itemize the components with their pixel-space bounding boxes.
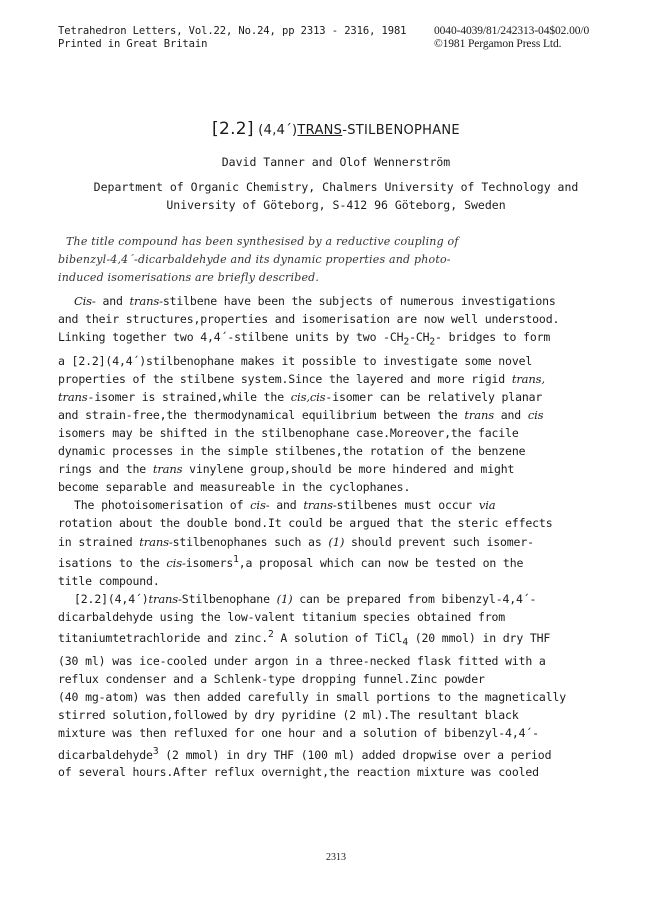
journal-citation-header — [58, 25, 406, 51]
text-line: stirred solution,followed by dry pyridine (2 ml).The resultant black — [58, 708, 519, 723]
text-line: [2.2](4,4´)trans-Stilbenophane (1) can be prepared from bibenzyl-4,4´- — [74, 591, 537, 606]
affiliation-line-2: University of Göteborg, S-412 96 Göteborg, Sweden — [166, 198, 506, 212]
text-line: dynamic processes in the simple stilbenes,the rotation of the benzene — [58, 444, 526, 459]
text-line: (40 mg-atom) was then added carefully in small portions to the magnetically — [58, 690, 567, 705]
text-line: The photoisomerisation of cis- and trans-stilbenes must occur via — [74, 498, 496, 513]
text-line: become separable and measureable in the cyclophanes. — [58, 480, 411, 495]
abstract-line: induced isomerisations are briefly described. — [58, 271, 320, 284]
text-line: and strain-free,the thermodynamical equilibrium between the trans and cis — [58, 407, 544, 422]
text-line: reflux condenser and a Schlenk-type dropping funnel.Zinc powder — [58, 672, 485, 687]
text-line: rings and the trans vinylene group,should be more hindered and might — [58, 462, 515, 477]
text-line: mixture was then refluxed for one hour and a solution of bibenzyl-4,4´- — [58, 726, 539, 741]
copyright-header — [434, 25, 589, 51]
text-line: of several hours.After reflux overnight,the reaction mixture was cooled — [58, 765, 539, 780]
text-line: a [2.2](4,4´)stilbenophane makes it possible to investigate some novel — [58, 353, 533, 368]
text-line: trans-isomer is strained,while the cis,cis-isomer can be relatively planar — [58, 389, 543, 404]
abstract-line: The title compound has been synthesised by a reductive coupling of — [66, 235, 459, 248]
text-line: Linking together two 4,4´-stilbene units by two $-CH_2-CH_2-$ bridges to form — [58, 330, 551, 348]
text-line: Cis- and trans-stilbene have been the subjects of numerous investigations — [74, 294, 556, 308]
text-line: in strained trans-stilbenophanes such as (1) should prevent such isomer- — [58, 534, 534, 549]
issn-line: 0040-4039/81/242313-04$02.00/0 — [434, 25, 590, 37]
text-line: dicarbaldehyde using the low-valent titanium species obtained from — [58, 609, 506, 624]
page-number: 2313 — [326, 852, 346, 863]
text-line: (30 ml) was ice-cooled under argon in a three-necked flask fitted with a — [58, 654, 546, 669]
text-line: rotation about the double bond.It could be argued that the steric effects — [58, 516, 553, 531]
title-trans: TRANS — [297, 123, 343, 138]
text-line: and their structures,properties and isomerisation are now well understood. — [58, 312, 560, 327]
copyright-line: ©1981 Pergamon Press Ltd. — [434, 38, 562, 50]
title-bracket: [2.2] — [212, 119, 254, 139]
text-line: dicarbaldehyde$^3$ (2 mmol) in dry THF (100 ml) added dropwise over a period — [58, 745, 552, 762]
text-line: titaniumtetrachloride and zinc.$^2$ A solution of TiCl$_4$ (20 mmol) in dry THF — [58, 628, 551, 648]
citation-line: Tetrahedron Letters, Vol.22, No.24, pp 2313 - 2316, 1981 — [58, 25, 407, 37]
title-rest: -STILBENOPHANE — [342, 123, 460, 138]
abstract-line: bibenzyl-4,4´-dicarbaldehyde and its dynamic properties and photo- — [58, 253, 451, 266]
text-line: title compound. — [58, 573, 160, 588]
printed-in-line: Printed in Great Britain — [58, 38, 208, 50]
text-line: isations to the cis-isomers$^1$,a proposal which can now be tested on the — [58, 553, 524, 570]
paper-title — [0, 119, 672, 139]
abstract — [58, 233, 618, 287]
authors: David Tanner and Olof Wennerström — [221, 155, 451, 169]
title-locant: (4,4´) — [258, 123, 298, 138]
affiliation-line-1: Department of Organic Chemistry, Chalmers University of Technology and — [93, 180, 579, 194]
text-line: properties of the stilbene system.Since the layered and more rigid trans, — [58, 371, 545, 386]
body-text — [58, 292, 618, 782]
text-line: isomers may be shifted in the stilbenophane case.Moreover,the facile — [58, 425, 519, 440]
